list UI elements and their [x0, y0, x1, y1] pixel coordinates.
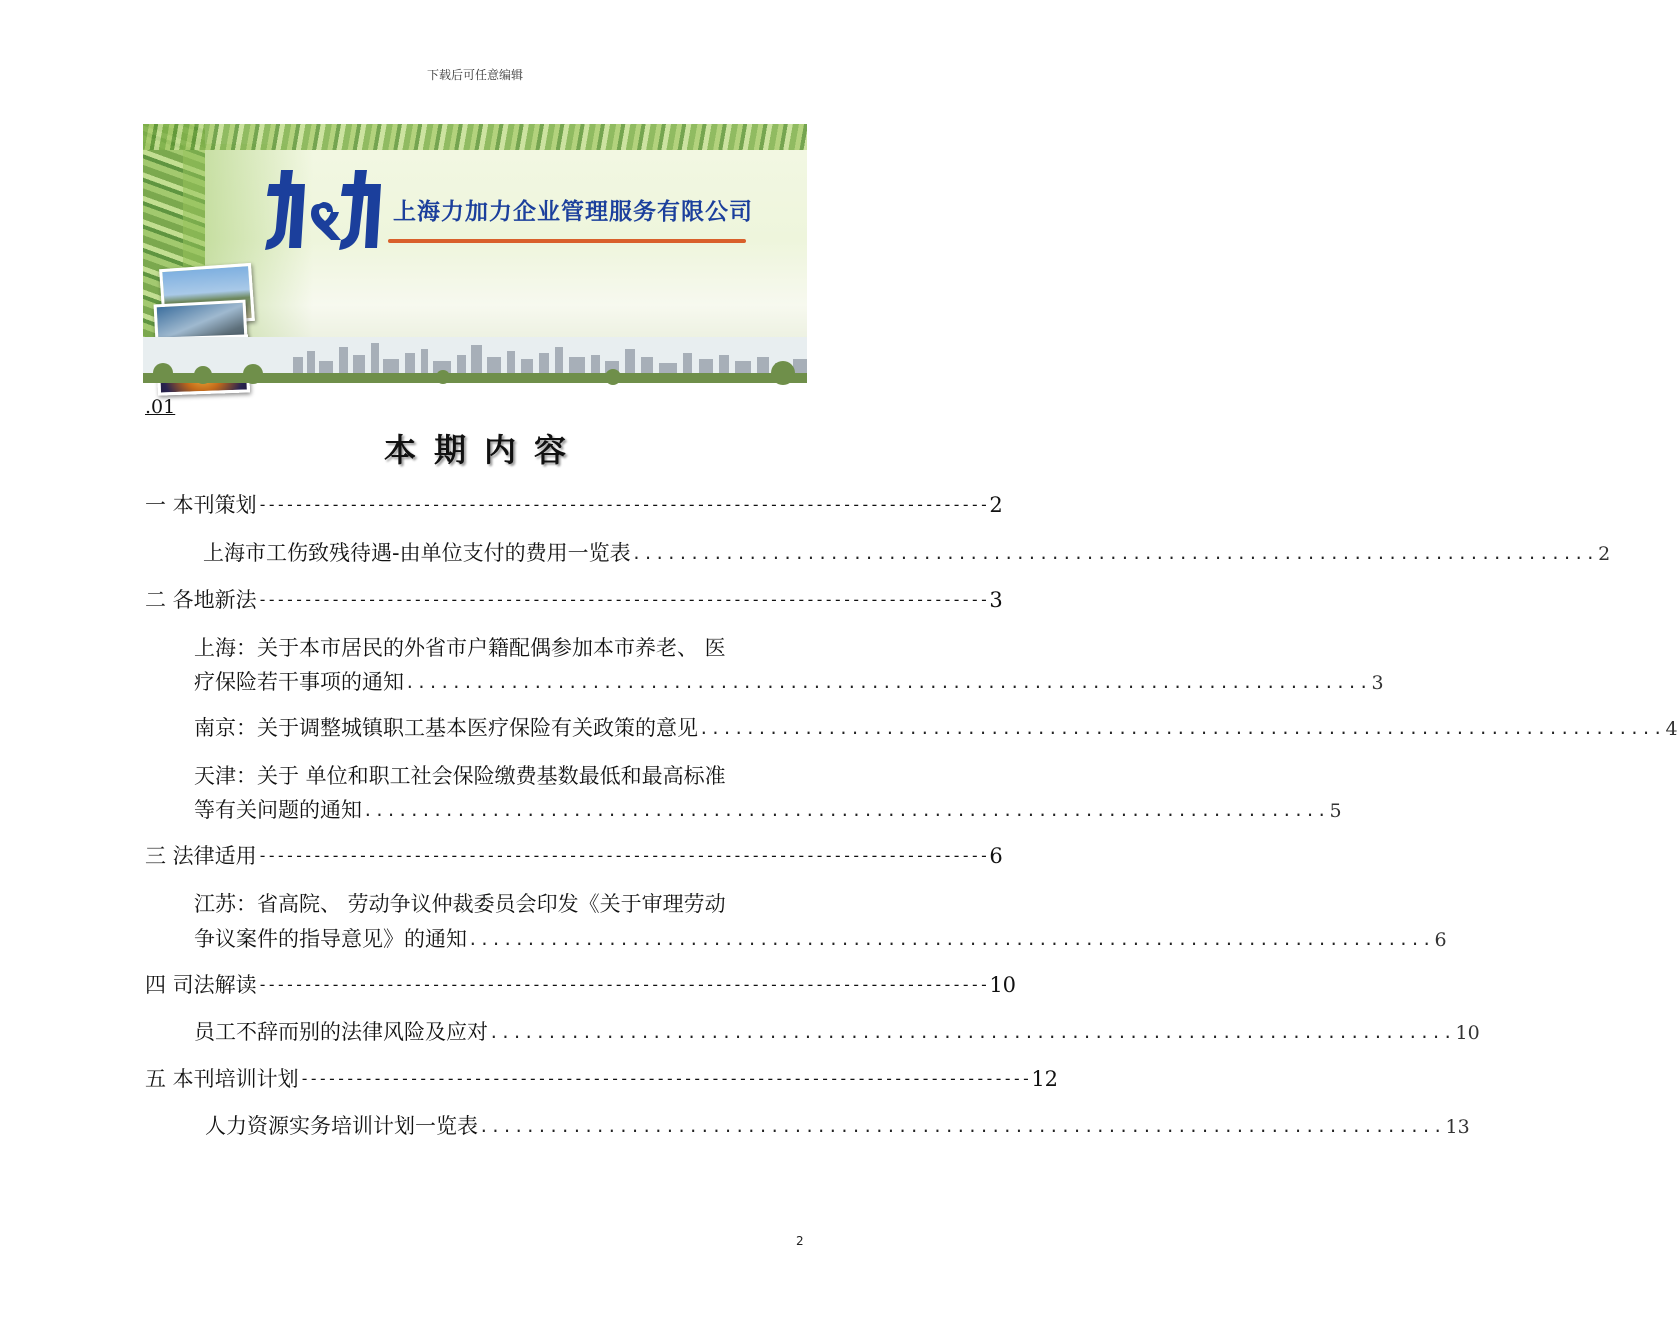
section-page: 10: [989, 973, 1017, 997]
company-banner: [143, 124, 807, 383]
issue-number: .01: [145, 396, 176, 418]
toc-entry[interactable]: [194, 798, 1342, 822]
toc-entry[interactable]: [203, 541, 1611, 565]
entry-text: 上海市工伤致残待遇-由单位支付的费用一览表: [203, 541, 631, 565]
entry-text: 员工不辞而别的法律风险及应对: [194, 1020, 488, 1044]
dash-leader: --------------------------------------------------------------------------------: [257, 495, 989, 514]
entry-page: 10: [1455, 1022, 1480, 1044]
section-label: 三 法律适用: [145, 844, 257, 868]
entry-page: 4: [1665, 718, 1678, 740]
section-label: 四 司法解读: [145, 973, 257, 997]
section-label: 二 各地新法: [145, 588, 257, 612]
entry-page: 13: [1445, 1116, 1470, 1138]
section-page: 2: [989, 493, 1003, 517]
toc-section[interactable]: [145, 588, 1003, 612]
section-page: 6: [989, 844, 1003, 868]
dash-leader: --------------------------------------------------------------------------------: [257, 975, 989, 994]
dot-leader: ...................................................................................: [405, 673, 1371, 692]
entry-text-line1: 江苏：省高院、 劳动争议仲裁委员会印发《关于审理劳动: [194, 892, 726, 916]
entry-page: 5: [1329, 800, 1342, 822]
section-page: 12: [1031, 1067, 1059, 1091]
dash-leader: --------------------------------------------------------------------------------: [257, 846, 989, 865]
dash-leader: --------------------------------------------------------------------------------: [257, 590, 989, 609]
entry-page: 6: [1434, 929, 1447, 951]
header-note: 下载后可任意编辑: [426, 68, 523, 82]
toc-title: 本期内容: [383, 431, 584, 469]
dash-leader: --------------------------------------------------------------------------------: [299, 1069, 1031, 1088]
city-skyline: [143, 337, 807, 383]
section-label: 一 本刊策划: [145, 493, 257, 517]
toc-section[interactable]: [145, 1067, 1059, 1091]
entry-text: 争议案件的指导意见》的通知: [194, 927, 467, 951]
page-number: 2: [796, 1234, 804, 1248]
entry-text: 等有关问题的通知: [194, 798, 362, 822]
entry-text: 疗保险若干事项的通知: [194, 670, 404, 694]
section-label: 五 本刊培训计划: [145, 1067, 299, 1091]
entry-text: 人力资源实务培训计划一览表: [205, 1114, 478, 1138]
dot-leader: ...................................................................................: [699, 719, 1665, 738]
entry-page: 2: [1598, 543, 1611, 565]
section-page: 3: [989, 588, 1003, 612]
dot-leader: ...................................................................................: [631, 544, 1598, 563]
company-name: 上海力加力企业管理服务有限公司: [393, 199, 753, 225]
dot-leader: ...................................................................................: [363, 801, 1329, 820]
dot-leader: ...................................................................................: [479, 1117, 1445, 1136]
toc-entry[interactable]: [194, 927, 1447, 951]
toc-entry[interactable]: [194, 1020, 1480, 1044]
banner-rule: [388, 239, 746, 243]
toc-section[interactable]: [145, 844, 1003, 868]
dot-leader: ...................................................................................: [468, 930, 1434, 949]
dot-leader: ...................................................................................: [489, 1023, 1455, 1042]
entry-text: 南京：关于调整城镇职工基本医疗保险有关政策的意见: [194, 716, 698, 740]
toc-entry[interactable]: [194, 670, 1384, 694]
toc-entry[interactable]: [194, 716, 1678, 740]
company-logo: [261, 164, 386, 256]
entry-page: 3: [1371, 672, 1384, 694]
entry-text-line1: 天津：关于 单位和职工社会保险缴费基数最低和最高标准: [194, 764, 726, 788]
toc-section[interactable]: [145, 973, 1017, 997]
toc-entry[interactable]: [205, 1114, 1470, 1138]
toc-section[interactable]: [145, 493, 1003, 517]
leaf-decoration-top: [143, 124, 807, 150]
entry-text-line1: 上海：关于本市居民的外省市户籍配偶参加本市养老、 医: [194, 636, 726, 660]
